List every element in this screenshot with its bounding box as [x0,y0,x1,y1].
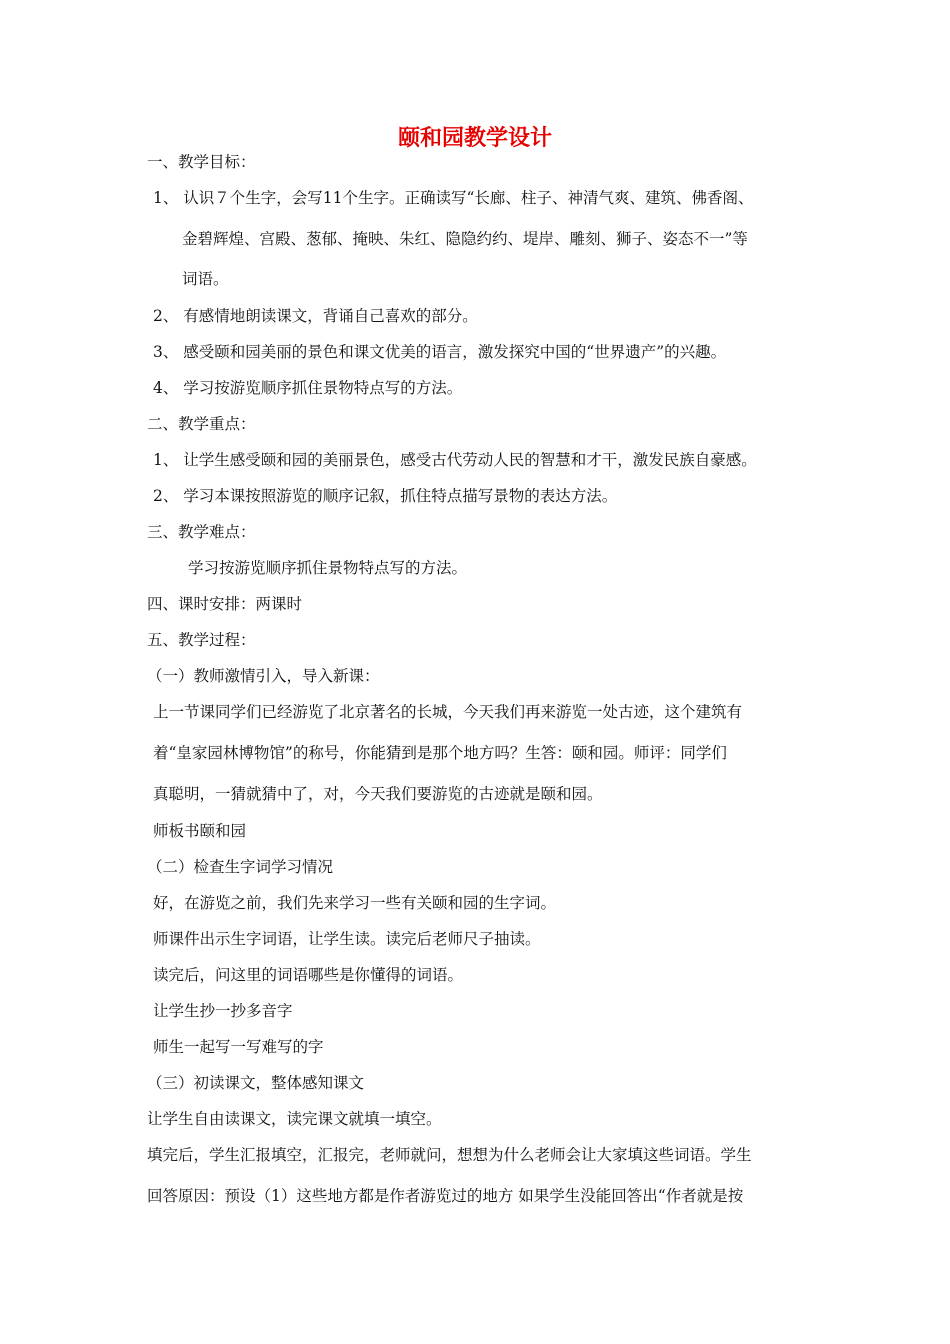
section-heading-process: 五、教学过程： [147,631,256,649]
section-heading-key-points: 二、教学重点： [147,415,256,433]
subsection-introduction: （一）教师激情引入，导入新课： [147,667,380,685]
paragraph-line: 让学生抄一抄多音字 [153,1002,293,1020]
objective-1-line-3: 词语。 [182,270,229,288]
paragraph-line: 回答原因：预设（1）这些地方都是作者游览过的地方 如果学生没能回答出“作者就是按 [147,1187,744,1205]
paragraph-line: 让学生自由读课文，读完课文就填一填空。 [147,1110,442,1128]
section-heading-difficulties: 三、教学难点： [147,523,256,541]
paragraph-line: 师生一起写一写难写的字 [153,1038,324,1056]
section-heading-schedule: 四、课时安排：两课时 [147,595,303,613]
paragraph-line: 着“皇家园林博物馆”的称号，你能猜到是那个地方吗？生答：颐和园。师评：同学们 [153,744,727,762]
objective-1-line-2: 金碧辉煌、宫殿、葱郁、掩映、朱红、隐隐约约、堤岸、雕刻、狮子、姿态不一”等 [182,230,748,248]
paragraph-line: 师板书颐和园 [153,822,247,840]
key-point-1: 1、 让学生感受颐和园的美丽景色，感受古代劳动人民的智慧和才干，激发民族自豪感。 [153,451,757,469]
document-title: 颐和园教学设计 [397,125,552,151]
paragraph-line: 真聪明，一猜就猜中了，对，今天我们要游览的古迹就是颐和园。 [153,785,603,803]
key-point-2: 2、 学习本课按照游览的顺序记叙，抓住特点描写景物的表达方法。 [153,487,618,505]
paragraph-line: 读完后，问这里的词语哪些是你懂得的词语。 [153,966,464,984]
subsection-first-reading: （三）初读课文，整体感知课文 [147,1074,365,1092]
objective-4: 4、 学习按游览顺序抓住景物特点写的方法。 [153,379,463,397]
paragraph-line: 师课件出示生字词语，让学生读。读完后老师尺子抽读。 [153,930,541,948]
section-heading-objectives: 一、教学目标： [147,153,256,171]
objective-3: 3、 感受颐和园美丽的景色和课文优美的语言，激发探究中国的“世界遗产”的兴趣。 [153,343,727,361]
subsection-vocabulary-check: （二）检查生字词学习情况 [147,858,334,876]
objective-2: 2、 有感情地朗读课文，背诵自己喜欢的部分。 [153,307,478,325]
paragraph-line: 填完后，学生汇报填空，汇报完，老师就问，想想为什么老师会让大家填这些词语。学生 [147,1146,752,1164]
paragraph-line: 好，在游览之前，我们先来学习一些有关颐和园的生字词。 [153,894,557,912]
objective-1-line-1: 1、 认识７个生字，会写11个生字。正确读写“长廊、柱子、神清气爽、建筑、佛香阁、 [153,189,754,207]
difficulty-text: 学习按游览顺序抓住景物特点写的方法。 [188,559,468,577]
paragraph-line: 上一节课同学们已经游览了北京著名的长城，今天我们再来游览一处古迹，这个建筑有 [153,703,743,721]
